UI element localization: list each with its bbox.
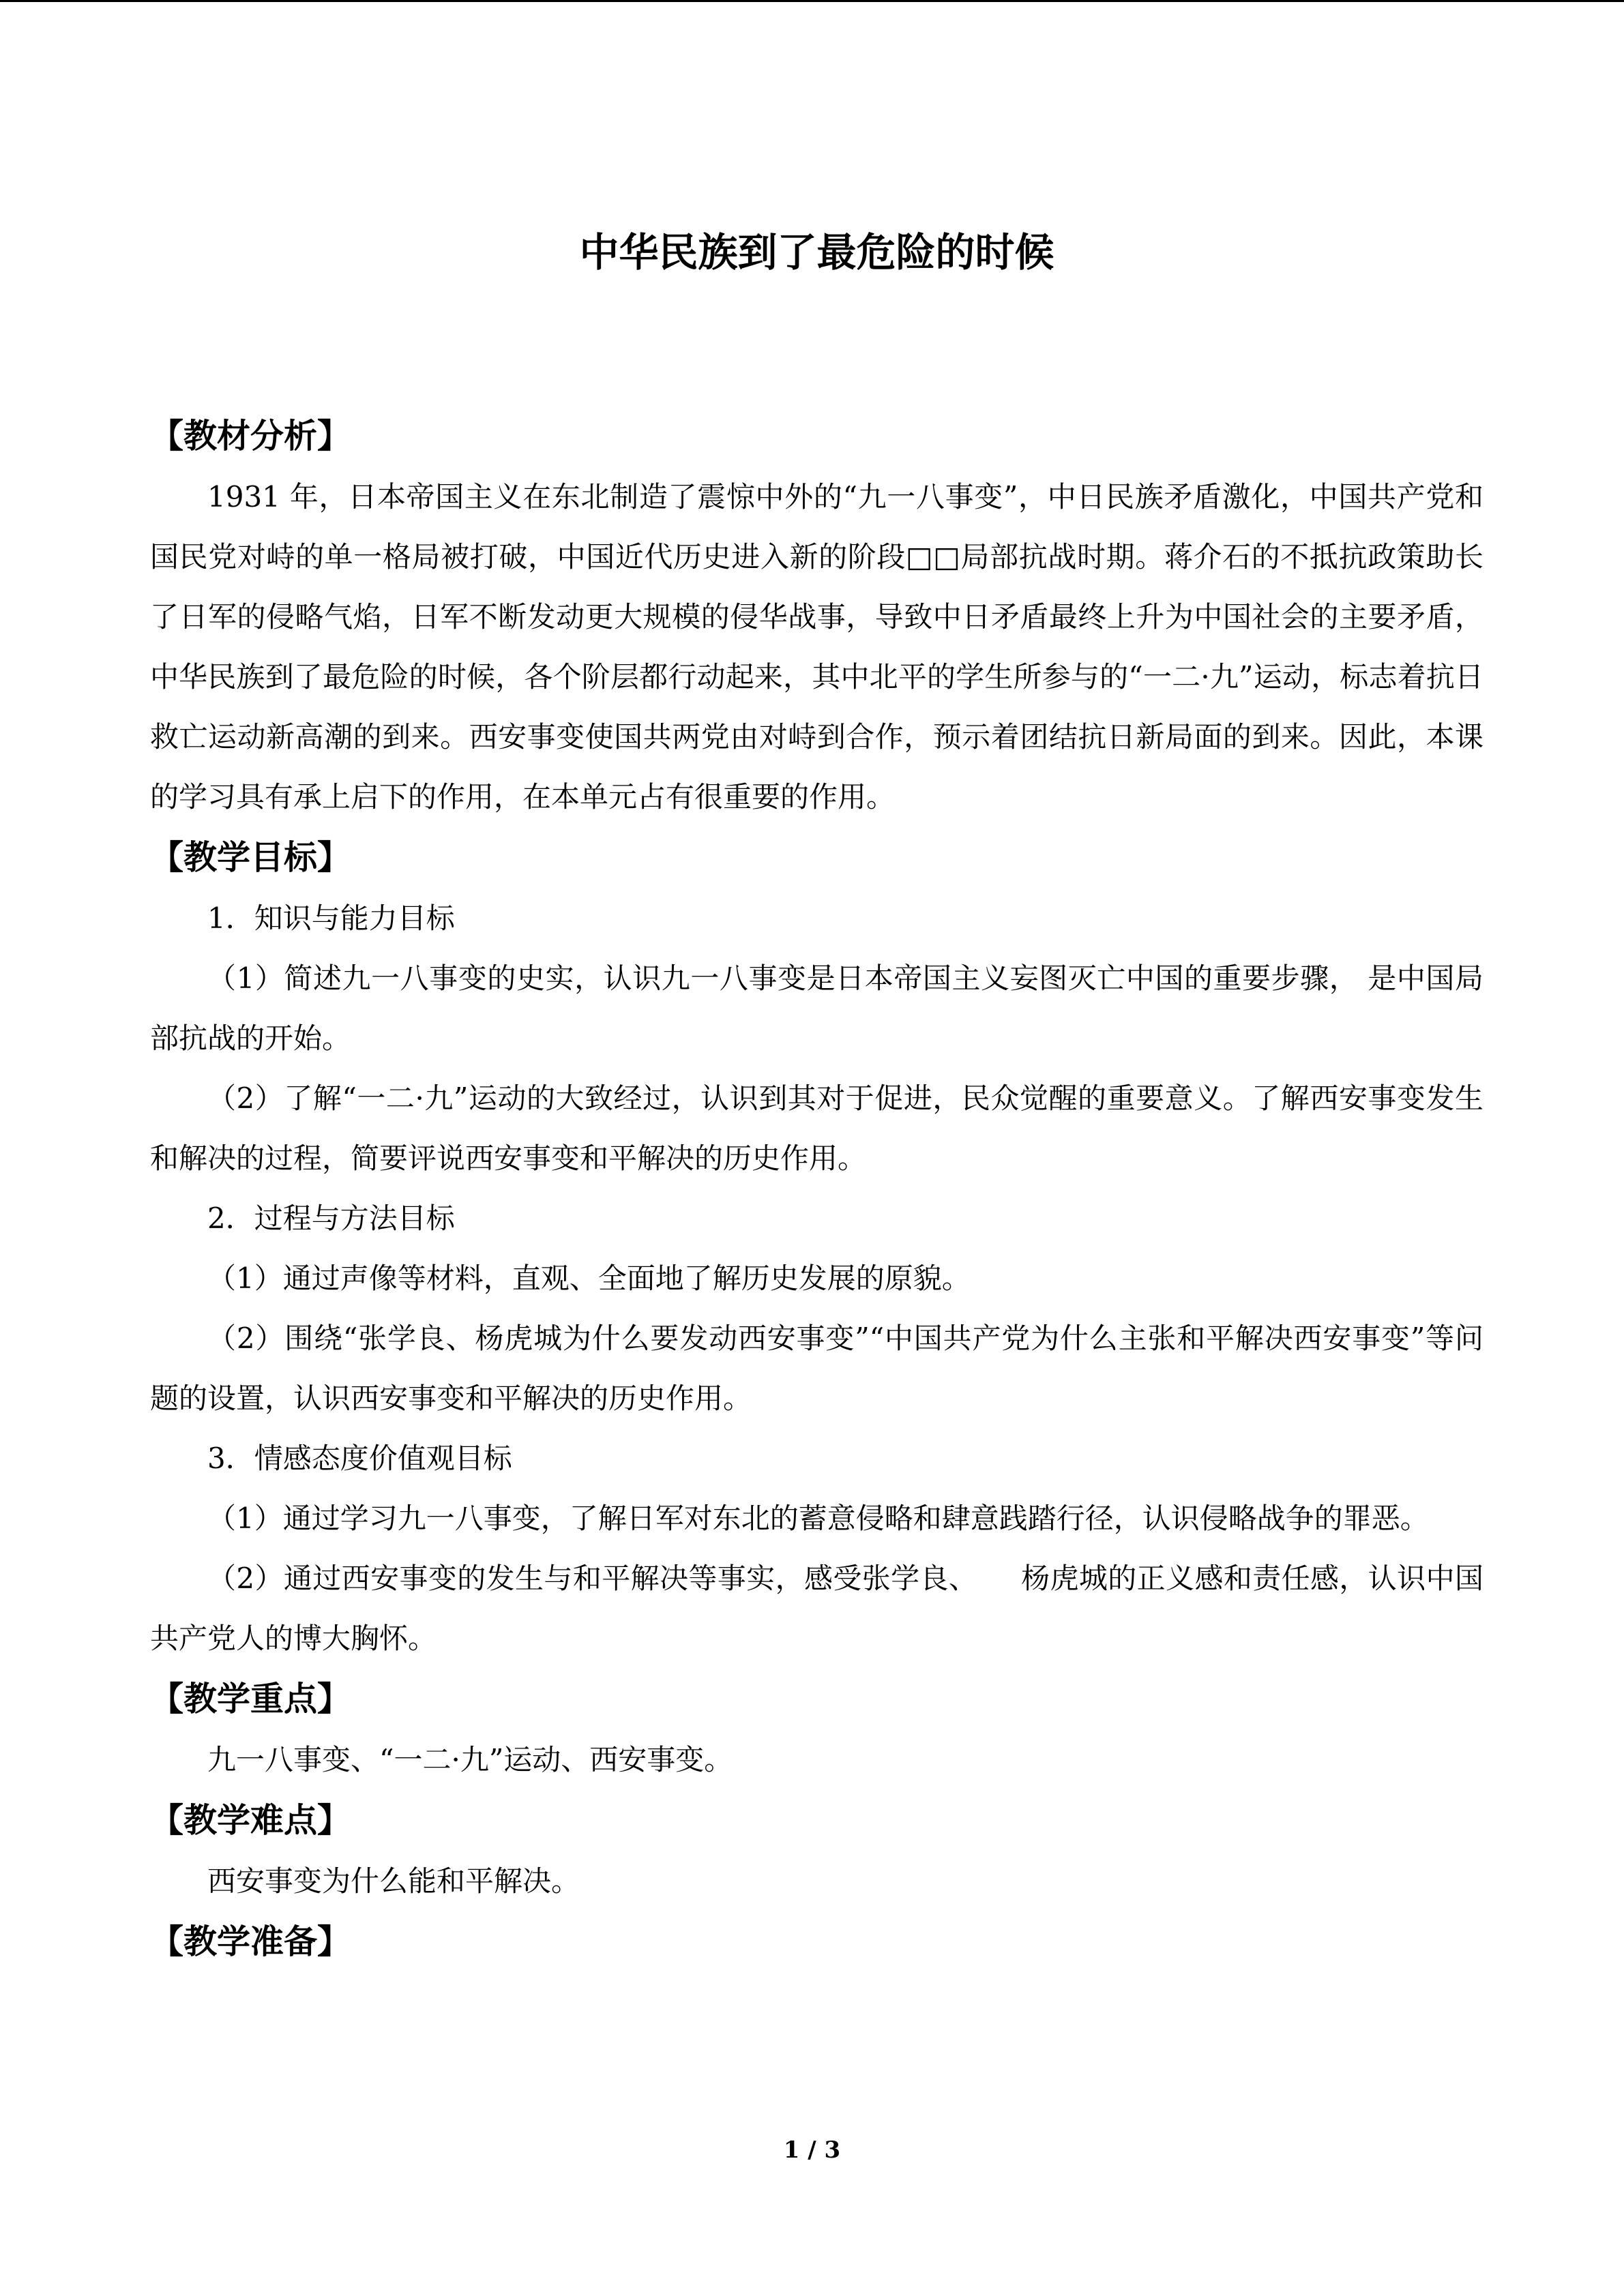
goal-3-title: 3．情感态度价值观目标 [207, 1442, 512, 1475]
section-analysis [150, 406, 1483, 827]
goal-1-title: 1．知识与能力目标 [207, 901, 455, 935]
section-heading-objectives: 【教学目标】 [150, 838, 351, 877]
goal-2-title: 2．过程与方法目标 [207, 1202, 455, 1235]
goal-2-item-1: （1）通过声像等材料，直观、全面地了解历史发展的原貌。 [207, 1262, 971, 1295]
key-points-paragraph: 九一八事变、“一二·九”运动、西安事变。 [207, 1743, 733, 1776]
section-difficulties [150, 1790, 1483, 1911]
page-number: 1 / 3 [783, 2136, 841, 2164]
section-objectives [150, 827, 1483, 1669]
goal-3-item-1: （1）通过学习九一八事变，了解日军对东北的蓄意侵略和肆意践踏行径，认识侵略战争的罪恶。 [207, 1502, 1429, 1535]
document-content [150, 211, 1483, 1973]
section-heading-analysis: 【教材分析】 [150, 417, 351, 456]
analysis-paragraph: 1931 年，日本帝国主义在东北制造了震惊中外的“九一八事变”，中日民族矛盾激化，中国共产党和国民党对峙的单一格局被打破，中国近代历史进入新的阶段□□局部抗战时期。蒋介石的不抵抗政策助长了日军的侵略气焰，日军不断发动更大规模的侵华战事，导致中日矛盾最终上升为中国社会的主要矛盾，中华民族到了最危险的时候，各个阶层都行动起来，其中北平的学生所参与的“一二·九”运动，标志着抗日救亡运动新高潮的到来。西安事变使国共两党由对峙到合作，预示着团结抗日新局面的到来。因此，本课的学习具有承上启下的作用，在本单元占有很重要的作用。 [150, 480, 1483, 814]
goal-2-item-2: （2）围绕“张学良、杨虎城为什么要发动西安事变”“中国共产党为什么主张和平解决西安事变”等问题的设置，认识西安事变和平解决的历史作用。 [150, 1322, 1483, 1415]
goal-1-item-2: （2）了解“一二·九”运动的大致经过，认识到其对于促进，民众觉醒的重要意义。了解西安事变发生和解决的过程，简要评说西安事变和平解决的历史作用。 [150, 1082, 1483, 1175]
document-title: 中华民族到了最危险的时候 [579, 229, 1054, 275]
difficulties-paragraph: 西安事变为什么能和平解决。 [207, 1864, 580, 1898]
section-heading-key-points: 【教学重点】 [150, 1680, 351, 1718]
section-heading-preparation: 【教学准备】 [150, 1922, 351, 1961]
section-preparation [150, 1911, 1483, 1973]
goal-1-item-1: （1）简述九一八事变的史实，认识九一八事变是日本帝国主义妄图灭亡中国的重要步骤， 是中国局部抗战的开始。 [150, 961, 1483, 1055]
top-border-line [0, 0, 1624, 2]
section-key-points [150, 1669, 1483, 1790]
goal-3-item-2: （2）通过西安事变的发生与和平解决等事实，感受张学良、 杨虎城的正义感和责任感，认识中国共产党人的博大胸怀。 [150, 1562, 1483, 1655]
section-heading-difficulties: 【教学难点】 [150, 1801, 351, 1840]
